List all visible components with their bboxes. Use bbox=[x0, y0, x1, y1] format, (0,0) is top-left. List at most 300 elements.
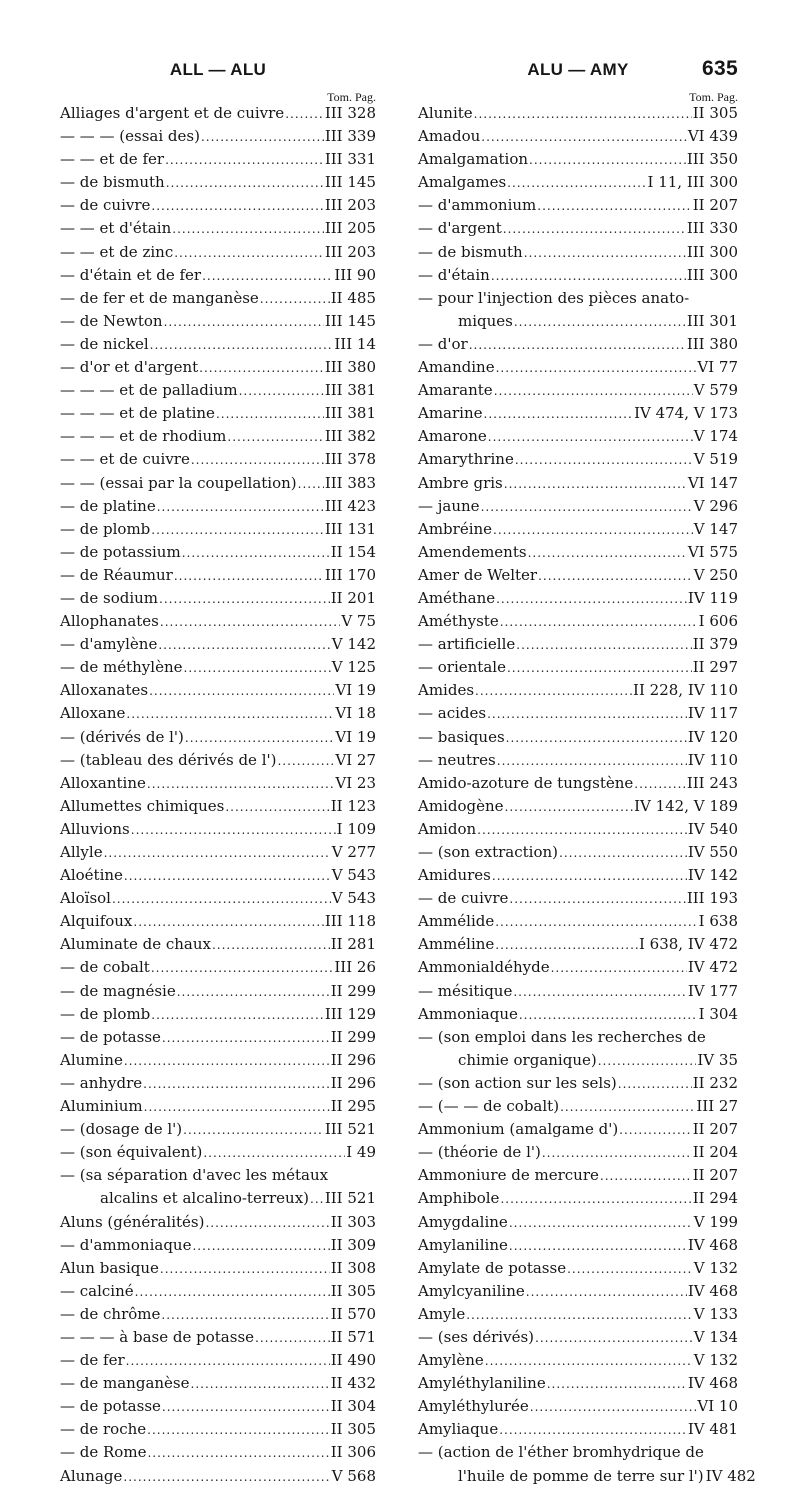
index-entry bbox=[418, 356, 738, 379]
entry-reference: I 606 bbox=[698, 612, 738, 631]
entry-term: — — et d'étain bbox=[60, 219, 172, 238]
entry-term: — (théorie de l') bbox=[418, 1143, 541, 1162]
index-entry bbox=[60, 1187, 376, 1210]
entry-term: Alliages d'argent et de cuivre bbox=[60, 104, 285, 122]
entry-reference: V 199 bbox=[693, 1212, 738, 1231]
entry-reference: II 304 bbox=[330, 1397, 376, 1416]
index-entry bbox=[418, 933, 738, 956]
entry-reference: II 207 bbox=[692, 1120, 738, 1139]
right-header-title: ALU — AMY bbox=[527, 60, 629, 79]
dot-leader bbox=[466, 1304, 693, 1327]
index-entry bbox=[418, 1234, 738, 1257]
dot-leader bbox=[559, 842, 687, 865]
dot-leader bbox=[147, 1442, 329, 1465]
entry-term: — (son extraction) bbox=[418, 843, 559, 861]
entry-reference: III 381 bbox=[324, 404, 376, 423]
dot-leader bbox=[277, 750, 334, 773]
entry-reference: I 638, IV 472 bbox=[638, 935, 738, 954]
dot-leader bbox=[505, 796, 634, 819]
index-entry bbox=[418, 887, 738, 910]
dot-leader bbox=[547, 1373, 687, 1396]
entry-term: Ammonialdéhyde bbox=[418, 958, 550, 977]
dot-leader bbox=[260, 288, 330, 311]
entry-reference: III 27 bbox=[696, 1097, 738, 1116]
index-entry bbox=[60, 749, 376, 772]
right-running-header bbox=[418, 0, 738, 80]
dot-leader bbox=[503, 218, 686, 241]
entry-reference: V 134 bbox=[693, 1327, 738, 1346]
entry-term: Alunite bbox=[418, 104, 473, 122]
entry-term: Alloxane bbox=[60, 704, 126, 723]
index-entry bbox=[60, 356, 376, 379]
entry-reference: II 308 bbox=[330, 1258, 376, 1277]
entry-term: — de bismuth bbox=[418, 242, 523, 261]
index-entry bbox=[418, 1095, 738, 1118]
entry-term: Alumine bbox=[60, 1050, 123, 1069]
index-entry bbox=[418, 1049, 738, 1072]
entry-reference: IV 482 bbox=[705, 1466, 756, 1485]
entry-term: Amyliaque bbox=[418, 1420, 499, 1439]
dot-leader bbox=[619, 1119, 692, 1142]
entry-term: Amer de Welter bbox=[418, 565, 538, 584]
entry-reference: III 14 bbox=[334, 334, 376, 353]
entry-term: Améthyste bbox=[418, 612, 499, 631]
index-entry bbox=[60, 541, 376, 564]
index-entry bbox=[60, 1141, 376, 1164]
index-entry bbox=[418, 956, 738, 979]
index-entry bbox=[60, 980, 376, 1003]
index-entry bbox=[418, 102, 738, 125]
dot-leader bbox=[513, 981, 687, 1004]
dot-leader bbox=[177, 981, 330, 1004]
dot-leader bbox=[191, 449, 324, 472]
entry-term: Amyléthylurée bbox=[418, 1397, 529, 1416]
dot-leader bbox=[493, 519, 693, 542]
entry-reference: II 432 bbox=[330, 1374, 376, 1393]
entry-reference: II 305 bbox=[330, 1281, 376, 1300]
index-entry bbox=[60, 1372, 376, 1395]
index-entry bbox=[60, 818, 376, 841]
dot-leader bbox=[492, 865, 687, 888]
entry-term: Alluvions bbox=[60, 819, 130, 838]
entry-reference: III 521 bbox=[324, 1120, 376, 1139]
entry-term: Amarone bbox=[418, 427, 487, 446]
entry-reference: V 250 bbox=[693, 565, 738, 584]
index-entry bbox=[418, 818, 738, 841]
dot-leader bbox=[469, 334, 686, 357]
entry-reference: II 303 bbox=[330, 1212, 376, 1231]
index-entry bbox=[60, 518, 376, 541]
entry-term: Aluns (généralités) bbox=[60, 1212, 205, 1231]
dot-leader bbox=[225, 796, 329, 819]
entry-term: Amylate de potasse bbox=[418, 1258, 567, 1277]
entry-reference: VI 23 bbox=[335, 773, 376, 792]
dot-leader bbox=[514, 311, 686, 334]
entry-term: — — — à base de potasse bbox=[60, 1327, 255, 1346]
index-entry bbox=[418, 448, 738, 471]
entry-term: — d'amylène bbox=[60, 635, 158, 654]
entry-reference: IV 468 bbox=[687, 1281, 738, 1300]
index-entry bbox=[60, 1234, 376, 1257]
dot-leader bbox=[497, 750, 687, 773]
entry-term: — de potassium bbox=[60, 542, 181, 561]
entry-term: Aluminate de chaux bbox=[60, 935, 211, 954]
entry-term: — de Newton bbox=[60, 311, 163, 330]
index-entry bbox=[60, 1003, 376, 1026]
index-entry bbox=[60, 679, 376, 702]
entry-reference: III 423 bbox=[324, 496, 376, 515]
entry-reference: V 132 bbox=[693, 1351, 738, 1370]
dot-leader bbox=[185, 727, 334, 750]
index-entry bbox=[418, 264, 738, 287]
entry-reference: IV 117 bbox=[687, 704, 738, 723]
entry-term: — (ses dérivés) bbox=[418, 1327, 535, 1346]
entry-reference: IV 550 bbox=[687, 843, 738, 861]
entry-term: Amadou bbox=[418, 127, 481, 146]
entry-term: — basiques bbox=[418, 727, 505, 746]
index-entry bbox=[60, 656, 376, 679]
dot-leader bbox=[494, 380, 693, 403]
index-entry bbox=[60, 1465, 376, 1488]
dot-leader bbox=[126, 1350, 330, 1373]
entry-term: — (sa séparation d'avec les métaux bbox=[60, 1166, 329, 1185]
entry-term: Amylaniline bbox=[418, 1235, 508, 1254]
entry-reference: V 543 bbox=[331, 866, 376, 885]
entry-reference: II 204 bbox=[692, 1143, 738, 1162]
index-entry bbox=[418, 1372, 738, 1395]
index-entry bbox=[418, 541, 738, 564]
index-entry bbox=[418, 980, 738, 1003]
entry-term: — de Rome bbox=[60, 1443, 147, 1462]
entry-term: — de cuivre bbox=[418, 889, 509, 908]
dot-leader bbox=[174, 565, 324, 588]
entry-reference: III 145 bbox=[324, 173, 376, 192]
dot-leader bbox=[157, 496, 324, 519]
dot-leader bbox=[516, 634, 691, 657]
dot-leader bbox=[151, 519, 324, 542]
entry-reference: V 296 bbox=[693, 496, 738, 515]
entry-reference: VI 19 bbox=[335, 727, 376, 746]
index-entry bbox=[418, 1349, 738, 1372]
dot-leader bbox=[495, 934, 638, 957]
entry-term: Alunage bbox=[60, 1466, 123, 1485]
entry-term: — artificielle bbox=[418, 635, 516, 654]
index-entry bbox=[60, 910, 376, 933]
index-entry bbox=[418, 749, 738, 772]
entry-term: Amendements bbox=[418, 542, 527, 561]
entry-term: — anhydre bbox=[60, 1073, 143, 1092]
index-entry bbox=[60, 587, 376, 610]
entry-term: Amido-azoture de tungstène bbox=[418, 773, 634, 792]
dot-leader bbox=[310, 1188, 324, 1211]
entry-term: — (dérivés de l') bbox=[60, 727, 184, 746]
index-entry bbox=[418, 1280, 738, 1303]
index-entry bbox=[60, 287, 376, 310]
entry-term: — (action de l'éther bromhydrique de bbox=[418, 1443, 704, 1462]
entry-reference: I 304 bbox=[698, 1004, 738, 1023]
index-entry bbox=[418, 379, 738, 402]
dot-leader bbox=[504, 473, 687, 496]
index-entry bbox=[418, 910, 738, 933]
entry-reference: V 568 bbox=[331, 1466, 376, 1485]
index-entry bbox=[60, 1049, 376, 1072]
dot-leader bbox=[500, 1188, 691, 1211]
entry-reference: II 305 bbox=[330, 1420, 376, 1439]
index-entry bbox=[418, 171, 738, 194]
index-entry bbox=[418, 633, 738, 656]
entry-term: — (dosage de l') bbox=[60, 1120, 183, 1139]
index-entry bbox=[418, 1326, 738, 1349]
dot-leader bbox=[143, 1073, 330, 1096]
index-entry bbox=[60, 1118, 376, 1141]
entry-term: — de Réaumur bbox=[60, 565, 173, 584]
entry-reference: VI 77 bbox=[697, 358, 738, 377]
entry-term: — — — et de platine bbox=[60, 404, 215, 423]
index-entry bbox=[60, 472, 376, 495]
index-entry bbox=[418, 1026, 738, 1049]
entry-reference: V 519 bbox=[693, 450, 738, 469]
entry-reference: II 379 bbox=[692, 635, 738, 654]
entry-term: Ambre gris bbox=[418, 473, 503, 492]
dot-leader bbox=[618, 1073, 692, 1096]
index-entry bbox=[60, 217, 376, 240]
dot-leader bbox=[199, 357, 324, 380]
entry-reference: III 203 bbox=[324, 196, 376, 215]
index-entry bbox=[418, 1257, 738, 1280]
entry-term: — calciné bbox=[60, 1281, 134, 1300]
dot-leader bbox=[500, 611, 698, 634]
entry-reference: III 328 bbox=[324, 104, 376, 122]
index-entry bbox=[60, 194, 376, 217]
entry-reference: V 142 bbox=[331, 635, 376, 654]
entry-reference: VI 18 bbox=[335, 704, 376, 723]
entry-reference: III 521 bbox=[324, 1189, 376, 1208]
entry-reference: V 579 bbox=[693, 381, 738, 400]
index-entry bbox=[60, 1395, 376, 1418]
dot-leader bbox=[634, 773, 686, 796]
index-entry bbox=[60, 726, 376, 749]
entry-reference: V 133 bbox=[693, 1304, 738, 1323]
entry-term: Aloétine bbox=[60, 866, 123, 885]
index-entry bbox=[418, 1164, 738, 1187]
dot-leader bbox=[131, 819, 336, 842]
index-entry bbox=[418, 587, 738, 610]
entry-term: — acides bbox=[418, 704, 487, 723]
entry-term: — d'argent bbox=[418, 219, 502, 238]
dot-leader bbox=[135, 1281, 330, 1304]
entry-reference: III 131 bbox=[324, 519, 376, 538]
index-entry bbox=[418, 425, 738, 448]
entry-reference: IV 468 bbox=[687, 1235, 738, 1254]
entry-term: Amméline bbox=[418, 935, 495, 954]
entry-term: Ammonium (amalgame d') bbox=[418, 1120, 619, 1139]
entry-reference: II 306 bbox=[330, 1443, 376, 1462]
index-entry bbox=[418, 1211, 738, 1234]
entry-term: — — — et de rhodium bbox=[60, 427, 227, 446]
index-entry bbox=[60, 933, 376, 956]
dot-leader bbox=[537, 195, 691, 218]
dot-leader bbox=[551, 957, 687, 980]
index-entry bbox=[418, 1465, 756, 1488]
index-entry bbox=[418, 1118, 738, 1141]
entry-term: Alloxanates bbox=[60, 681, 149, 700]
dot-leader bbox=[285, 103, 324, 126]
entry-reference: III 380 bbox=[324, 358, 376, 377]
entry-term: Amalgames bbox=[418, 173, 507, 192]
entry-reference: III 382 bbox=[324, 427, 376, 446]
entry-term: — de roche bbox=[60, 1420, 147, 1439]
entry-term: Amides bbox=[418, 681, 475, 700]
entry-term: — de cobalt bbox=[60, 958, 150, 977]
entry-term: — pour l'injection des pièces anato- bbox=[418, 288, 690, 307]
entry-term: — d'or bbox=[418, 334, 468, 353]
index-entry bbox=[418, 1395, 738, 1418]
entry-reference: II 123 bbox=[330, 796, 376, 815]
entry-reference: V 132 bbox=[693, 1258, 738, 1277]
index-entry bbox=[60, 1211, 376, 1234]
index-entry bbox=[418, 1072, 738, 1095]
index-entry bbox=[418, 1003, 738, 1026]
entry-term: — de sodium bbox=[60, 588, 159, 607]
dot-leader bbox=[216, 403, 324, 426]
entry-reference: III 205 bbox=[324, 219, 376, 238]
entry-reference: III 203 bbox=[324, 242, 376, 261]
dot-leader bbox=[151, 957, 334, 980]
entry-term: — — et de cuivre bbox=[60, 450, 190, 469]
index-entry bbox=[418, 287, 738, 310]
left-running-header bbox=[60, 0, 376, 79]
entry-reference: III 330 bbox=[686, 219, 738, 238]
entry-reference: IV 142, V 189 bbox=[634, 796, 738, 815]
dot-leader bbox=[598, 1050, 697, 1073]
entry-term: Amandine bbox=[418, 358, 495, 377]
entry-term: Amalgamation bbox=[418, 150, 529, 169]
index-entry bbox=[418, 148, 738, 171]
dot-leader bbox=[124, 865, 331, 888]
entry-reference: II 485 bbox=[330, 288, 376, 307]
dot-leader bbox=[124, 1050, 330, 1073]
entry-reference: III 383 bbox=[324, 473, 376, 492]
entry-term: — de plomb bbox=[60, 1004, 151, 1023]
dot-leader bbox=[491, 265, 686, 288]
index-entry bbox=[60, 1418, 376, 1441]
entry-term: — de nickel bbox=[60, 334, 149, 353]
dot-leader bbox=[519, 1004, 698, 1027]
entry-reference: III 170 bbox=[324, 565, 376, 584]
entry-term: — de magnésie bbox=[60, 981, 176, 1000]
index-entry bbox=[60, 264, 376, 287]
index-entry bbox=[60, 564, 376, 587]
dot-leader bbox=[506, 727, 687, 750]
dot-leader bbox=[184, 657, 331, 680]
dot-leader bbox=[164, 311, 324, 334]
dot-leader bbox=[162, 1027, 330, 1050]
right-column bbox=[418, 0, 756, 1485]
index-entry bbox=[418, 564, 738, 587]
entry-term: Amygdaline bbox=[418, 1212, 508, 1231]
index-entry bbox=[60, 610, 376, 633]
index-entry bbox=[60, 1280, 376, 1303]
index-entry bbox=[60, 425, 376, 448]
entry-reference: VI 439 bbox=[687, 127, 738, 146]
left-header-title: ALL — ALU bbox=[169, 60, 267, 79]
entry-reference: III 339 bbox=[324, 127, 376, 146]
dot-leader bbox=[481, 126, 687, 149]
entry-term: — (son équivalent) bbox=[60, 1143, 203, 1162]
entry-reference: IV 468 bbox=[687, 1374, 738, 1393]
dot-leader bbox=[487, 703, 687, 726]
dot-leader bbox=[515, 449, 693, 472]
dot-leader bbox=[227, 426, 323, 449]
dot-leader bbox=[481, 496, 693, 519]
dot-leader bbox=[477, 819, 687, 842]
entry-reference: VI 575 bbox=[687, 542, 738, 561]
index-entry bbox=[418, 125, 738, 148]
dot-leader bbox=[560, 1096, 695, 1119]
entry-reference: III 300 bbox=[686, 242, 738, 261]
dot-leader bbox=[255, 1327, 330, 1350]
entry-term: — (son emploi dans les recherches de bbox=[418, 1027, 706, 1046]
index-entry bbox=[418, 702, 738, 725]
dot-leader bbox=[495, 911, 697, 934]
entry-reference: II 299 bbox=[330, 1027, 376, 1046]
dot-leader bbox=[509, 1235, 687, 1258]
entry-reference: III 300 bbox=[686, 265, 738, 284]
entry-reference: IV 110 bbox=[687, 750, 738, 769]
entry-term: — — et de fer bbox=[60, 150, 165, 169]
index-entry bbox=[60, 402, 376, 425]
dot-leader bbox=[150, 334, 334, 357]
dot-leader bbox=[542, 1142, 692, 1165]
entry-term: — de fer et de manganèse bbox=[60, 288, 259, 307]
dot-leader bbox=[165, 149, 324, 172]
entry-term: Allumettes chimiques bbox=[60, 796, 225, 815]
index-entry bbox=[418, 310, 738, 333]
dot-leader bbox=[526, 1281, 687, 1304]
entry-reference: IV 474, V 173 bbox=[634, 404, 738, 423]
entry-reference: III 26 bbox=[334, 958, 376, 977]
index-entry bbox=[418, 679, 738, 702]
entry-term: Ammoniure de mercure bbox=[418, 1166, 599, 1185]
dot-leader bbox=[162, 1396, 330, 1419]
dot-leader bbox=[298, 473, 324, 496]
entry-term: Allophanates bbox=[60, 612, 159, 631]
entry-term: miques bbox=[458, 311, 513, 330]
entry-reference: III 301 bbox=[686, 311, 738, 330]
index-entry bbox=[60, 102, 376, 125]
entry-reference: I 109 bbox=[336, 819, 376, 838]
entry-reference: III 378 bbox=[324, 450, 376, 469]
entry-reference: IV 177 bbox=[687, 981, 738, 1000]
index-entry bbox=[60, 841, 376, 864]
entry-reference: II 305 bbox=[692, 104, 738, 122]
entry-term: chimie organique) bbox=[458, 1050, 597, 1069]
dot-leader bbox=[205, 1212, 329, 1235]
entry-term: — de fer bbox=[60, 1351, 125, 1370]
index-entry bbox=[418, 518, 738, 541]
left-column bbox=[60, 0, 376, 1485]
index-entry bbox=[418, 726, 738, 749]
entry-reference: V 174 bbox=[693, 427, 738, 446]
index-entry bbox=[418, 864, 738, 887]
index-entry bbox=[60, 333, 376, 356]
index-entry bbox=[418, 333, 738, 356]
index-entry bbox=[60, 241, 376, 264]
entry-term: Amyléthylaniline bbox=[418, 1374, 546, 1393]
right-column-heading: Tom. Pag. bbox=[689, 90, 738, 104]
index-entry bbox=[60, 1303, 376, 1326]
dot-leader bbox=[507, 172, 646, 195]
